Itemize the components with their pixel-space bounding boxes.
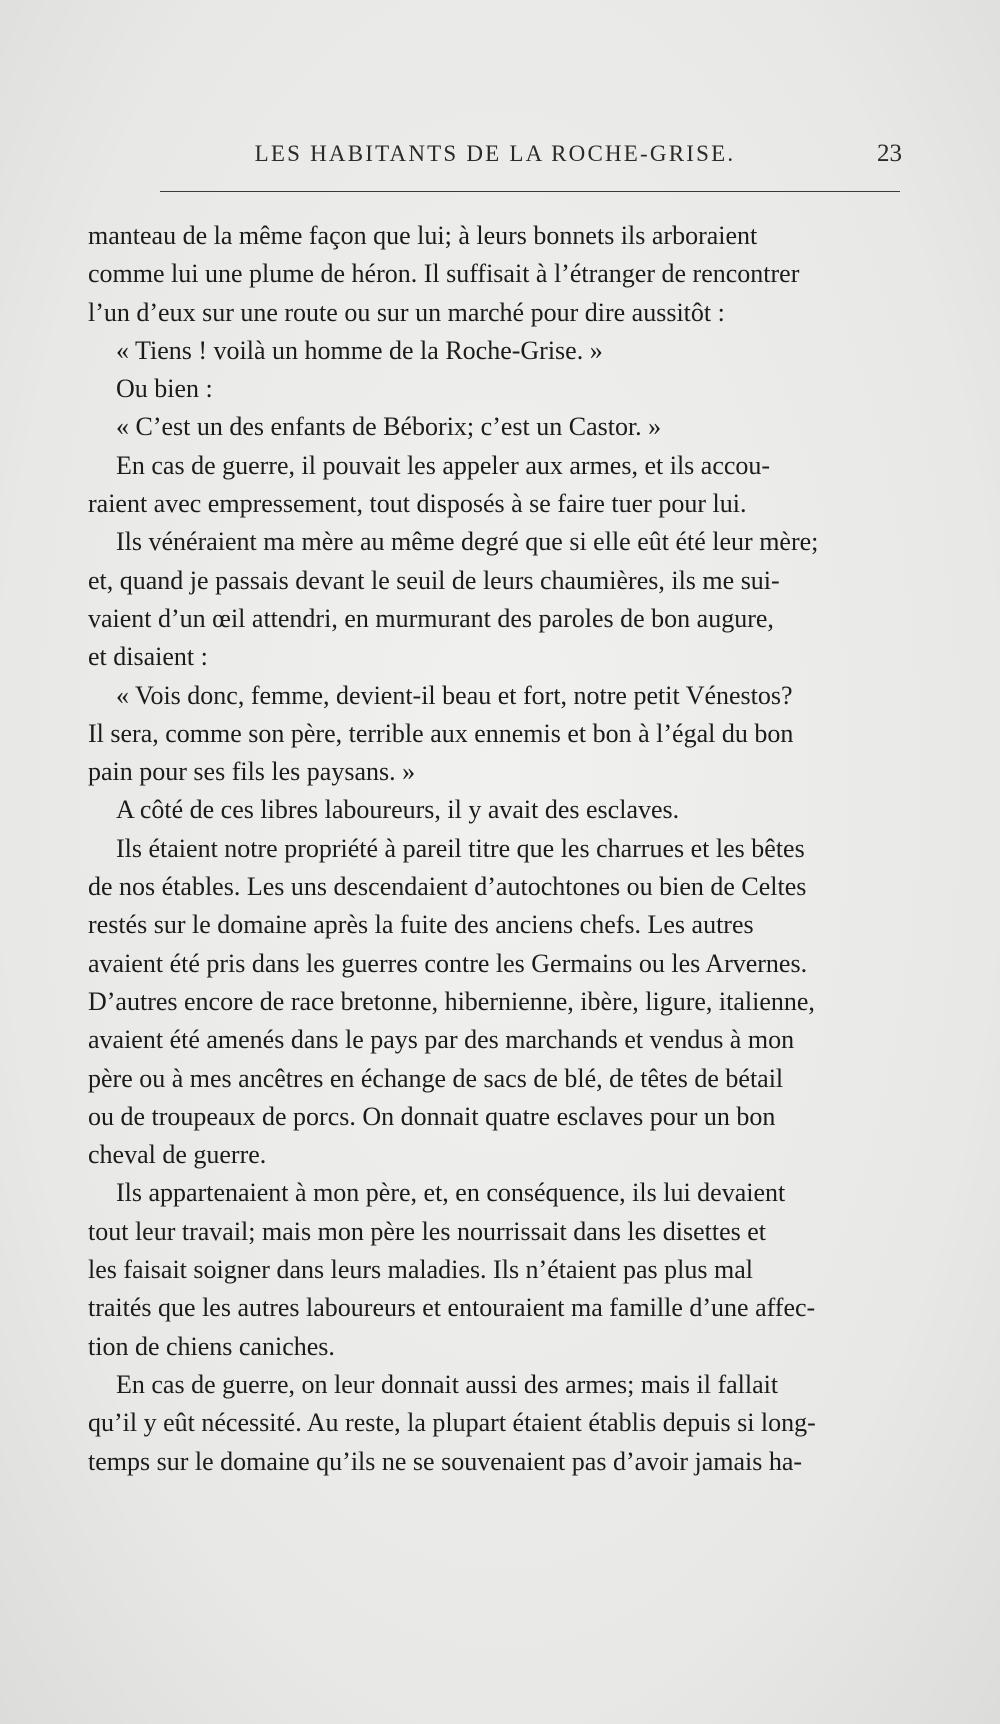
header-rule	[160, 191, 900, 192]
text-line: et disaient :	[88, 642, 208, 672]
text-line: « Vois donc, femme, devient-il beau et fort, notre petit Vénestos?	[116, 680, 793, 710]
page-number: 23	[877, 140, 902, 167]
text-line: et, quand je passais devant le seuil de leurs chaumières, ils me sui-	[88, 565, 780, 595]
text-line: « C’est un des enfants de Béborix; c’est un Castor. »	[116, 412, 662, 442]
text-line: En cas de guerre, il pouvait les appeler aux armes, et ils accou-	[116, 450, 771, 480]
text-line: restés sur le domaine après la fuite des anciens chefs. Les autres	[88, 910, 754, 940]
text-line: l’un d’eux sur une route ou sur un marché pour dire aussitôt :	[88, 297, 725, 327]
body-text	[88, 217, 900, 1481]
text-line: comme lui une plume de héron. Il suffisait à l’étranger de rencontrer	[88, 259, 800, 289]
text-line: ou de troupeaux de porcs. On donnait quatre esclaves pour un bon	[88, 1101, 776, 1131]
text-line: Ils vénéraient ma mère au même degré que si elle eût été leur mère;	[116, 527, 819, 557]
text-line: raient avec empressement, tout disposés à se faire tuer pour lui.	[88, 489, 747, 519]
text-line: Ils appartenaient à mon père, et, en conséquence, ils lui devaient	[116, 1178, 786, 1208]
text-line: pain pour ses fils les paysans. »	[88, 757, 416, 787]
text-line: A côté de ces libres laboureurs, il y avait des esclaves.	[116, 795, 680, 825]
text-line: qu’il y eût nécessité. Au reste, la plupart étaient établis depuis si long-	[88, 1408, 816, 1438]
text-line: père ou à mes ancêtres en échange de sacs de blé, de têtes de bétail	[88, 1063, 784, 1093]
text-line: temps sur le domaine qu’ils ne se souvenaient pas d’avoir jamais ha-	[88, 1446, 803, 1476]
text-line: En cas de guerre, on leur donnait aussi des armes; mais il fallait	[116, 1369, 779, 1399]
text-line: tion de chiens caniches.	[88, 1331, 335, 1361]
text-line: traités que les autres laboureurs et entouraient ma famille d’une affec-	[88, 1293, 816, 1323]
page-header	[88, 138, 902, 178]
text-line: Ou bien :	[116, 374, 213, 404]
text-line: cheval de guerre.	[88, 1140, 267, 1170]
text-line: avaient été amenés dans le pays par des marchands et vendus à mon	[88, 1025, 795, 1055]
text-line: de nos étables. Les uns descendaient d’autochtones ou bien de Celtes	[88, 872, 807, 902]
text-line: D’autres encore de race bretonne, hibernienne, ibère, ligure, italienne,	[88, 986, 815, 1016]
text-line: Ils étaient notre propriété à pareil titre que les charrues et les bêtes	[116, 833, 805, 863]
text-line: tout leur travail; mais mon père les nourrissait dans les disettes et	[88, 1216, 767, 1246]
text-line: avaient été pris dans les guerres contre les Germains ou les Arvernes.	[88, 948, 808, 978]
text-line: manteau de la même façon que lui; à leurs bonnets ils arboraient	[88, 221, 758, 250]
text-line: vaient d’un œil attendri, en murmurant des paroles de bon augure,	[88, 603, 774, 633]
running-title: LES HABITANTS DE LA ROCHE-GRISE.	[254, 141, 736, 166]
text-line: les faisait soigner dans leurs maladies. Ils n’étaient pas plus mal	[88, 1255, 753, 1285]
text-line: « Tiens ! voilà un homme de la Roche-Grise. »	[116, 335, 603, 365]
text-line: Il sera, comme son père, terrible aux ennemis et bon à l’égal du bon	[88, 718, 794, 748]
